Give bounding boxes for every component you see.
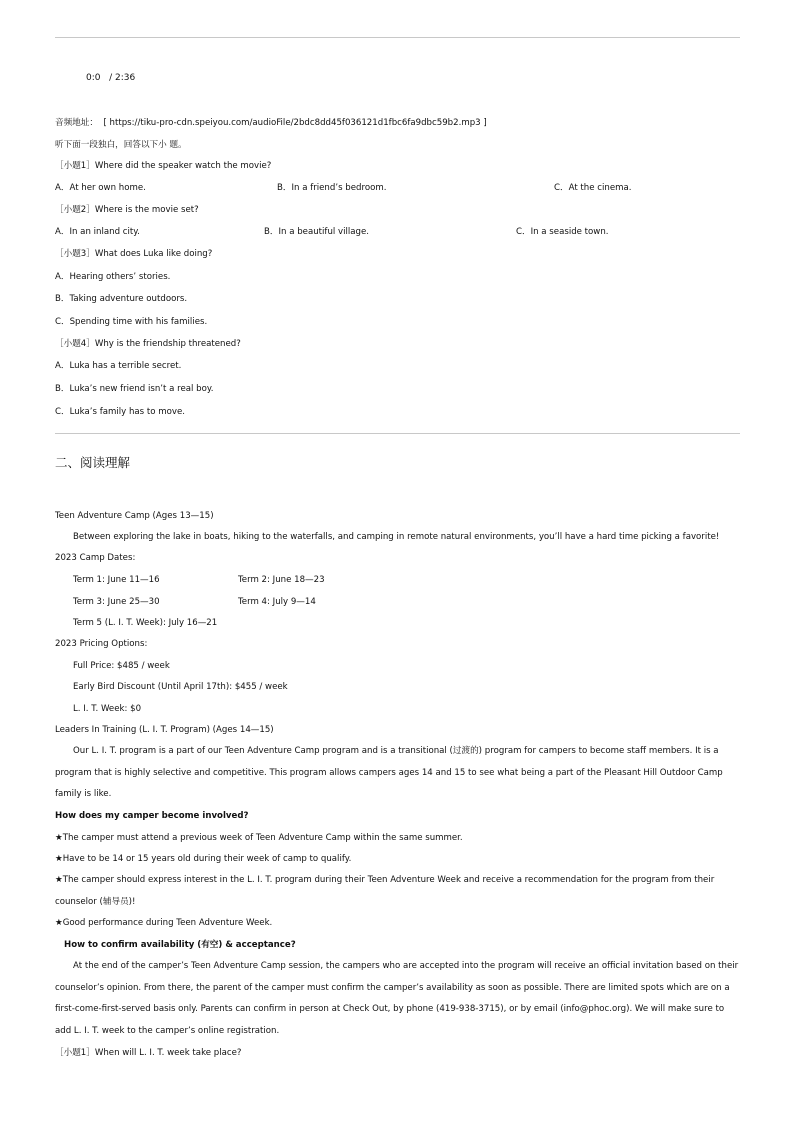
question-label: ［小题1］Where did the speaker watch the movie? (55, 161, 272, 171)
involved-heading: How does my camper become involved? (55, 811, 249, 821)
price-lit: L. I. T. Week: $0 (73, 704, 142, 714)
section-divider (55, 433, 740, 434)
lit-heading: Leaders In Training (L. I. T. Program) (Ages 14—15) (55, 725, 274, 735)
requirement-item: ★The camper should express interest in the L. I. T. program during their Teen Adventure Week and receive a recommendation for the program from their counselor (辅导员)! (55, 875, 715, 907)
option-b[interactable]: B．In a friend’s bedroom. (277, 183, 387, 193)
option-a[interactable]: A．Luka has a terrible secret. (55, 361, 182, 371)
requirement-item: ★Good performance during Teen Adventure Week. (55, 918, 273, 928)
confirm-text: At the end of the camper’s Teen Adventure Camp session, the campers who are accepted into the program will receive an official invitation based on their counselor’s opinion. From there, the parent of the camper must confirm the camper’s availability as soon as possible. There are limited spots which are on a first-come-first-served basis only. Parents can confirm in person at Check Out, by phone (419-938-3715), or by email (info@phoc.org). We will make sure to add L. I. T. week to the camper’s online registration. (55, 961, 739, 1036)
question-label: ［小题3］What does Luka like doing? (55, 249, 213, 259)
option-a[interactable]: A．Hearing others’ stories. (55, 272, 171, 282)
audio-address (55, 117, 487, 129)
listening-instruction: 听下面一段独白，回答以下小 题。 (55, 140, 187, 150)
requirement-item: ★The camper must attend a previous week of Teen Adventure Camp within the same summer. (55, 833, 463, 843)
option-b[interactable]: B．In a beautiful village. (264, 227, 369, 237)
term-1: Term 1: June 11—16 (73, 575, 160, 585)
option-c[interactable]: C．Luka’s family has to move. (55, 407, 185, 417)
term-3: Term 3: June 25—30 (73, 597, 160, 607)
question-label: ［小题1］When will L. I. T. week take place? (55, 1048, 242, 1058)
term-5: Term 5 (L. I. T. Week): July 16—21 (73, 618, 218, 628)
audio-address-url[interactable]: [ https://tiku-pro-cdn.speiyou.com/audioFile/2bdc8dd45f036121d1fbc6fa9dbc59b2.mp3 ] (103, 118, 487, 128)
camp-intro: Between exploring the lake in boats, hiking to the waterfalls, and camping in remote natural environments, you’ll have a hard time picking a favorite! (73, 532, 720, 542)
option-b[interactable]: B．Luka’s new friend isn’t a real boy. (55, 384, 214, 394)
price-full: Full Price: $485 / week (73, 661, 170, 671)
option-c[interactable]: C．Spending time with his families. (55, 317, 208, 327)
audio-address-label: 音频地址： (55, 118, 98, 128)
audio-current-time: 0:0 (86, 73, 101, 83)
section-title: 二、阅读理解 (55, 455, 131, 470)
pricing-heading: 2023 Pricing Options: (55, 639, 148, 649)
option-c[interactable]: C．In a seaside town. (516, 227, 609, 237)
term-2: Term 2: June 18—23 (238, 575, 325, 585)
lit-intro: Our L. I. T. program is a part of our Teen Adventure Camp program and is a transitional (过渡的) program for campers to become staff members. It is a program that is highly selective and competitive. This program allows campers ages 14 and 15 to see what being a part of the Pleasant Hill Outdoor Camp family is like. (55, 746, 723, 799)
option-a[interactable]: A．At her own home. (55, 183, 146, 193)
option-b[interactable]: B．Taking adventure outdoors. (55, 294, 188, 304)
price-early-bird: Early Bird Discount (Until April 17th): $455 / week (73, 682, 288, 692)
audio-player[interactable] (86, 73, 135, 83)
audio-duration: / 2:36 (109, 73, 136, 83)
dates-heading: 2023 Camp Dates: (55, 553, 136, 563)
camp-title: Teen Adventure Camp (Ages 13—15) (55, 511, 214, 521)
question-label: ［小题2］Where is the movie set? (55, 205, 199, 215)
term-4: Term 4: July 9—14 (238, 597, 316, 607)
option-c[interactable]: C．At the cinema. (554, 183, 632, 193)
top-divider (55, 37, 740, 38)
question-label: ［小题4］Why is the friendship threatened? (55, 339, 241, 349)
confirm-heading: How to confirm availability (有空) & acceptance? (64, 940, 296, 950)
requirement-item: ★Have to be 14 or 15 years old during their week of camp to qualify. (55, 854, 352, 864)
option-a[interactable]: A．In an inland city. (55, 227, 140, 237)
